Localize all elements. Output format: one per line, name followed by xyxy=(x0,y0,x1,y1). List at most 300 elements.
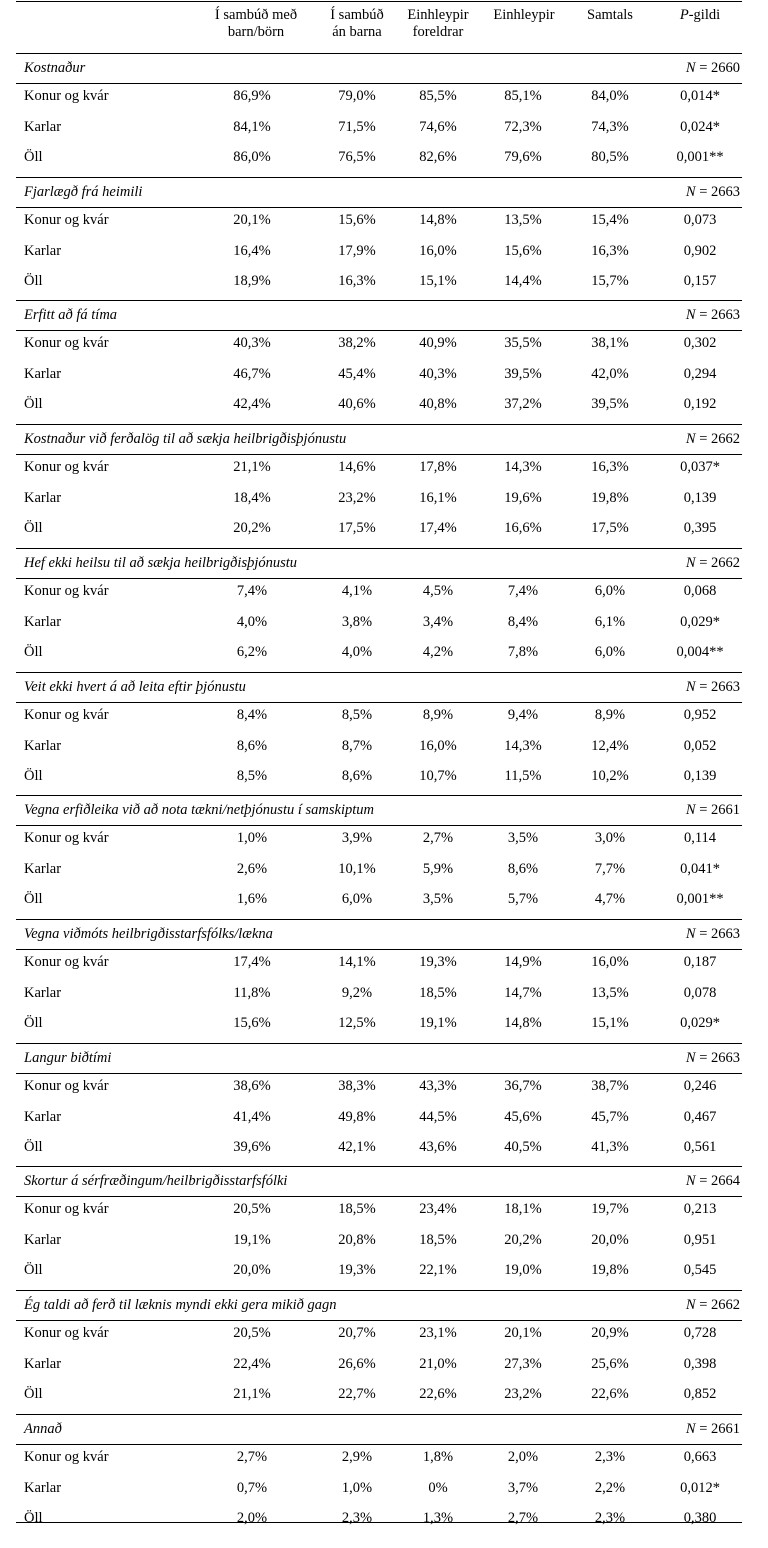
table-cell: 12,4% xyxy=(591,737,629,754)
table-cell: 16,0% xyxy=(591,954,629,970)
table-cell: 0,029* xyxy=(680,613,720,630)
section-n-count xyxy=(686,1291,740,1319)
table-cell: 85,1% xyxy=(504,88,542,104)
table-cell: 1,0% xyxy=(341,1479,373,1496)
row-label: Öll xyxy=(24,644,43,660)
table-cell: 0,078 xyxy=(683,984,717,1001)
table-cell: 16,6% xyxy=(504,520,542,536)
table-cell: 8,6% xyxy=(236,737,268,754)
table-cell: 20,5% xyxy=(233,1201,271,1217)
table-cell: 1,3% xyxy=(422,1510,454,1526)
table-cell: 23,2% xyxy=(338,489,376,506)
table-cell: 14,6% xyxy=(338,459,376,475)
table-cell: 39,5% xyxy=(504,365,542,382)
table-cell: 7,7% xyxy=(594,860,626,877)
table-cell: 14,3% xyxy=(504,737,542,754)
table-cell: 8,4% xyxy=(507,613,539,630)
n-value: = 2663 xyxy=(695,184,740,200)
table-cell: 17,8% xyxy=(419,459,457,475)
table-cell: 0,029* xyxy=(680,1015,720,1031)
table-cell: 0,902 xyxy=(683,242,717,259)
table-cell: 20,0% xyxy=(591,1231,629,1248)
row-label: Konur og kvár xyxy=(24,1325,109,1341)
table-cell: 0,302 xyxy=(683,335,717,351)
table-cell: 40,3% xyxy=(419,365,457,382)
table-cell: 3,7% xyxy=(507,1479,539,1496)
table-cell: 0,294 xyxy=(683,365,717,382)
table-cell: 22,7% xyxy=(338,1386,376,1402)
table-cell: 18,4% xyxy=(233,489,271,506)
table-cell: 8,4% xyxy=(236,707,268,723)
table-cell: 82,6% xyxy=(419,149,457,165)
table-cell: 20,1% xyxy=(233,212,271,228)
n-value: = 2660 xyxy=(695,60,740,76)
header-single: Einhleypir xyxy=(493,7,555,23)
n-value: = 2664 xyxy=(695,1173,740,1189)
n-value: = 2663 xyxy=(695,1050,740,1066)
table-cell: 18,5% xyxy=(419,1231,457,1248)
row-label: Konur og kvár xyxy=(24,1078,109,1094)
table-cell: 21,0% xyxy=(419,1355,457,1372)
section-n-count xyxy=(686,1044,740,1072)
table-cell: 1,8% xyxy=(422,1449,454,1465)
table-cell: 72,3% xyxy=(504,118,542,135)
table-cell: 0,041* xyxy=(680,860,720,877)
header-p-value: P-gildi xyxy=(679,7,721,23)
table-cell: 20,8% xyxy=(338,1231,376,1248)
table-cell: 15,1% xyxy=(591,1015,629,1031)
table-row xyxy=(0,266,768,296)
table-row xyxy=(0,205,768,235)
table-cell: 16,3% xyxy=(591,459,629,475)
table-cell: 3,4% xyxy=(422,613,454,630)
table-cell: 8,7% xyxy=(341,737,373,754)
table-row xyxy=(0,1255,768,1285)
table-cell: 4,7% xyxy=(594,891,626,907)
table-cell: 0,187 xyxy=(683,954,717,970)
table-cell: 0,139 xyxy=(683,489,717,506)
table-row xyxy=(0,823,768,853)
n-value: = 2662 xyxy=(695,555,740,571)
table-cell: 11,8% xyxy=(233,984,271,1001)
table-cell: 14,3% xyxy=(504,459,542,475)
table-cell: 0,037* xyxy=(680,459,720,475)
table-cell: 4,1% xyxy=(341,583,373,599)
n-symbol: N xyxy=(685,1421,696,1437)
table-cell: 10,7% xyxy=(419,768,457,784)
table-row xyxy=(0,1132,768,1162)
table-cell: 40,9% xyxy=(419,335,457,351)
table-row xyxy=(0,1008,768,1038)
table-row xyxy=(0,513,768,543)
table-cell: 8,6% xyxy=(341,768,373,784)
table-cell: 0,663 xyxy=(683,1449,717,1465)
table-cell: 19,7% xyxy=(591,1201,629,1217)
table-cell: 4,0% xyxy=(236,613,268,630)
table-cell: 20,0% xyxy=(233,1262,271,1278)
row-label: Konur og kvár xyxy=(24,459,109,475)
row-label: Karlar xyxy=(24,365,62,382)
section-title: Veit ekki hvert á að leita eftir þjónustu xyxy=(24,679,246,695)
table-cell: 14,9% xyxy=(504,954,542,970)
n-symbol: N xyxy=(685,926,696,942)
row-label: Öll xyxy=(24,149,43,165)
table-cell: 37,2% xyxy=(504,396,542,412)
table-row xyxy=(0,452,768,482)
section-top-rule xyxy=(16,300,742,301)
table-cell: 40,5% xyxy=(504,1139,542,1155)
table-cell: 22,6% xyxy=(591,1386,629,1402)
section-title: Erfitt að fá tíma xyxy=(24,307,118,323)
table-row xyxy=(0,700,768,730)
header-cohabiting-without-children: Í sambúð án barna xyxy=(330,7,384,40)
row-label: Karlar xyxy=(24,118,62,135)
row-label: Karlar xyxy=(24,242,62,259)
header-cohabiting-with-children: Í sambúð með barn/börn xyxy=(214,7,298,40)
table-cell: 23,4% xyxy=(419,1201,457,1217)
table-cell: 9,4% xyxy=(507,707,539,723)
table-top-rule xyxy=(16,1,742,2)
table-cell: 45,6% xyxy=(504,1108,542,1125)
table-cell: 0,545 xyxy=(683,1262,717,1278)
table-cell: 86,0% xyxy=(233,149,271,165)
table-cell: 16,3% xyxy=(591,242,629,259)
table-cell: 6,0% xyxy=(594,644,626,660)
table-cell: 2,0% xyxy=(507,1449,539,1465)
table-cell: 0,014* xyxy=(680,88,720,104)
table-cell: 6,0% xyxy=(341,891,373,907)
row-label: Konur og kvár xyxy=(24,954,109,970)
table-cell: 14,4% xyxy=(504,273,542,289)
table-cell: 15,6% xyxy=(338,212,376,228)
table-cell: 3,9% xyxy=(341,830,373,846)
table-cell: 0,024* xyxy=(680,118,720,135)
n-value: = 2663 xyxy=(695,679,740,695)
table-row xyxy=(0,142,768,172)
row-label: Öll xyxy=(24,273,43,289)
table-row xyxy=(0,1503,768,1533)
table-cell: 19,1% xyxy=(233,1231,271,1248)
table-cell: 4,5% xyxy=(422,583,454,599)
row-label: Karlar xyxy=(24,737,62,754)
table-cell: 2,6% xyxy=(236,860,268,877)
table-cell: 0,467 xyxy=(683,1108,717,1125)
table-cell: 0,561 xyxy=(683,1139,717,1155)
table-row xyxy=(0,978,768,1008)
table-cell: 3,0% xyxy=(594,830,626,846)
table-cell: 9,2% xyxy=(341,984,373,1001)
section-n-count xyxy=(686,425,740,453)
section-n-count xyxy=(686,54,740,82)
table-cell: 14,8% xyxy=(504,1015,542,1031)
table-cell: 38,7% xyxy=(591,1078,629,1094)
table-bottom-rule xyxy=(16,1522,742,1523)
table-cell: 17,5% xyxy=(591,520,629,536)
table-cell: 45,4% xyxy=(338,365,376,382)
table-cell: 2,9% xyxy=(341,1449,373,1465)
table-cell: 0,001** xyxy=(676,149,724,165)
table-cell: 0,380 xyxy=(683,1510,717,1526)
section-n-count xyxy=(686,1415,740,1443)
table-cell: 20,2% xyxy=(233,520,271,536)
table-row xyxy=(0,1349,768,1379)
table-cell: 0,213 xyxy=(683,1201,717,1217)
row-label: Öll xyxy=(24,1015,43,1031)
table-row xyxy=(0,761,768,791)
row-label: Konur og kvár xyxy=(24,212,109,228)
table-row xyxy=(0,112,768,142)
table-cell: 38,6% xyxy=(233,1078,271,1094)
table-cell: 5,7% xyxy=(507,891,539,907)
section-n-count xyxy=(686,673,740,701)
table-cell: 6,2% xyxy=(236,644,268,660)
table-cell: 0,728 xyxy=(683,1325,717,1341)
section-title: Vegna viðmóts heilbrigðisstarfsfólks/lækna xyxy=(24,926,273,942)
table-cell: 21,1% xyxy=(233,1386,271,1402)
table-cell: 76,5% xyxy=(338,149,376,165)
table-cell: 19,1% xyxy=(419,1015,457,1031)
section-n-count xyxy=(686,178,740,206)
n-symbol: N xyxy=(685,60,696,76)
row-label: Karlar xyxy=(24,984,62,1001)
n-symbol: N xyxy=(685,307,696,323)
table-cell: 18,5% xyxy=(338,1201,376,1217)
table-cell: 0,068 xyxy=(683,583,717,599)
table-cell: 6,1% xyxy=(594,613,626,630)
table-cell: 41,3% xyxy=(591,1139,629,1155)
n-value: = 2662 xyxy=(695,431,740,447)
n-value: = 2661 xyxy=(695,1421,740,1437)
section-n-count xyxy=(686,920,740,948)
table-cell: 38,1% xyxy=(591,335,629,351)
table-cell: 45,7% xyxy=(591,1108,629,1125)
table-cell: 44,5% xyxy=(419,1108,457,1125)
table-cell: 0,952 xyxy=(683,707,717,723)
section-n-count xyxy=(686,301,740,329)
n-value: = 2663 xyxy=(695,307,740,323)
table-cell: 19,0% xyxy=(504,1262,542,1278)
section-top-rule xyxy=(16,53,742,54)
table-row xyxy=(0,1442,768,1472)
row-label: Karlar xyxy=(24,1231,62,1248)
table-cell: 20,9% xyxy=(591,1325,629,1341)
table-cell: 43,6% xyxy=(419,1139,457,1155)
table-row xyxy=(0,1379,768,1409)
table-row xyxy=(0,1225,768,1255)
table-cell: 0,951 xyxy=(683,1231,717,1248)
table-cell: 19,6% xyxy=(504,489,542,506)
table-cell: 14,7% xyxy=(504,984,542,1001)
table-row xyxy=(0,576,768,606)
row-label: Konur og kvár xyxy=(24,335,109,351)
table-cell: 4,2% xyxy=(422,644,454,660)
table-cell: 42,1% xyxy=(338,1139,376,1155)
table-cell: 0,7% xyxy=(236,1479,268,1496)
row-label: Öll xyxy=(24,891,43,907)
table-row xyxy=(0,81,768,111)
table-cell: 16,4% xyxy=(233,242,271,259)
n-symbol: N xyxy=(685,1297,696,1313)
table-cell: 17,5% xyxy=(338,520,376,536)
table-cell: 1,0% xyxy=(236,830,268,846)
table-cell: 23,2% xyxy=(504,1386,542,1402)
table-cell: 0,398 xyxy=(683,1355,717,1372)
table-cell: 20,2% xyxy=(504,1231,542,1248)
row-label: Karlar xyxy=(24,1108,62,1125)
table-row xyxy=(0,854,768,884)
table-cell: 22,4% xyxy=(233,1355,271,1372)
table-row xyxy=(0,236,768,266)
table-cell: 0,114 xyxy=(683,830,717,846)
table-cell: 22,6% xyxy=(419,1386,457,1402)
table-cell: 21,1% xyxy=(233,459,271,475)
table-cell: 7,8% xyxy=(507,644,539,660)
table-cell: 39,6% xyxy=(233,1139,271,1155)
table-cell: 80,5% xyxy=(591,149,629,165)
table-row xyxy=(0,1318,768,1348)
table-cell: 8,5% xyxy=(341,707,373,723)
table-cell: 17,9% xyxy=(338,242,376,259)
table-cell: 18,5% xyxy=(419,984,457,1001)
table-cell: 2,3% xyxy=(341,1510,373,1526)
table-cell: 0,246 xyxy=(683,1078,717,1094)
table-cell: 15,1% xyxy=(419,273,457,289)
table-cell: 0,001** xyxy=(676,891,724,907)
table-cell: 15,6% xyxy=(504,242,542,259)
row-label: Karlar xyxy=(24,613,62,630)
row-label: Karlar xyxy=(24,489,62,506)
table-cell: 36,7% xyxy=(504,1078,542,1094)
row-label: Karlar xyxy=(24,860,62,877)
table-cell: 0,157 xyxy=(683,273,717,289)
table-row xyxy=(0,884,768,914)
row-label: Öll xyxy=(24,396,43,412)
table-cell: 46,7% xyxy=(233,365,271,382)
table-cell: 85,5% xyxy=(419,88,457,104)
table-cell: 0,073 xyxy=(683,212,717,228)
table-cell: 79,0% xyxy=(338,88,376,104)
table-cell: 2,7% xyxy=(422,830,454,846)
table-cell: 0% xyxy=(428,1479,448,1496)
table-cell: 23,1% xyxy=(419,1325,457,1341)
table-row xyxy=(0,1102,768,1132)
table-cell: 14,1% xyxy=(338,954,376,970)
row-label: Öll xyxy=(24,1262,43,1278)
table-cell: 27,3% xyxy=(504,1355,542,1372)
table-cell: 15,4% xyxy=(591,212,629,228)
table-cell: 16,0% xyxy=(419,737,457,754)
section-title: Vegna erfiðleika við að nota tækni/netþjónustu í samskiptum xyxy=(24,802,374,818)
table-cell: 8,6% xyxy=(507,860,539,877)
table-cell: 2,7% xyxy=(236,1449,268,1465)
table-cell: 41,4% xyxy=(233,1108,271,1125)
table-cell: 26,6% xyxy=(338,1355,376,1372)
row-label: Konur og kvár xyxy=(24,1449,109,1465)
table-cell: 17,4% xyxy=(419,520,457,536)
table-row xyxy=(0,1473,768,1503)
section-title: Annað xyxy=(24,1421,62,1437)
table-cell: 8,9% xyxy=(422,707,454,723)
table-cell: 20,7% xyxy=(338,1325,376,1341)
section-title: Kostnaður xyxy=(24,60,86,76)
row-label: Öll xyxy=(24,768,43,784)
table-cell: 18,9% xyxy=(233,273,271,289)
n-value: = 2663 xyxy=(695,926,740,942)
table-cell: 18,1% xyxy=(504,1201,542,1217)
table-cell: 38,3% xyxy=(338,1078,376,1094)
table-cell: 19,3% xyxy=(419,954,457,970)
table-cell: 2,2% xyxy=(594,1479,626,1496)
table-cell: 2,0% xyxy=(236,1510,268,1526)
n-symbol: N xyxy=(685,184,696,200)
table-row xyxy=(0,1071,768,1101)
table-cell: 0,852 xyxy=(683,1386,717,1402)
table-cell: 20,5% xyxy=(233,1325,271,1341)
table-row xyxy=(0,607,768,637)
table-cell: 3,5% xyxy=(507,830,539,846)
table-cell: 17,4% xyxy=(233,954,271,970)
table-cell: 0,139 xyxy=(683,768,717,784)
table-cell: 8,5% xyxy=(236,768,268,784)
table-cell: 16,1% xyxy=(419,489,457,506)
table-cell: 10,2% xyxy=(591,768,629,784)
n-symbol: N xyxy=(685,431,696,447)
table-cell: 0,052 xyxy=(683,737,717,754)
table-cell: 86,9% xyxy=(233,88,271,104)
table-cell: 4,0% xyxy=(341,644,373,660)
table-row xyxy=(0,389,768,419)
section-title: Langur biðtími xyxy=(24,1050,112,1066)
table-cell: 5,9% xyxy=(422,860,454,877)
table-cell: 16,3% xyxy=(338,273,376,289)
table-row xyxy=(0,731,768,761)
n-value: = 2661 xyxy=(695,802,740,818)
table-cell: 2,7% xyxy=(507,1510,539,1526)
row-label: Öll xyxy=(24,1510,43,1526)
row-label: Konur og kvár xyxy=(24,830,109,846)
table-row xyxy=(0,947,768,977)
section-n-count xyxy=(686,549,740,577)
table-row xyxy=(0,637,768,667)
table-cell: 11,5% xyxy=(504,768,542,784)
row-label: Konur og kvár xyxy=(24,88,109,104)
table-cell: 0,012* xyxy=(680,1479,720,1496)
table-cell: 2,3% xyxy=(594,1449,626,1465)
table-cell: 16,0% xyxy=(419,242,457,259)
row-label: Konur og kvár xyxy=(24,1201,109,1217)
section-top-rule xyxy=(16,1414,742,1415)
table-cell: 8,9% xyxy=(594,707,626,723)
table-cell: 22,1% xyxy=(419,1262,457,1278)
table-cell: 84,1% xyxy=(233,118,271,135)
section-title: Fjarlægð frá heimili xyxy=(24,184,143,200)
table-cell: 19,8% xyxy=(591,489,629,506)
table-cell: 19,8% xyxy=(591,1262,629,1278)
table-cell: 19,3% xyxy=(338,1262,376,1278)
n-symbol: N xyxy=(685,555,696,571)
table-row xyxy=(0,483,768,513)
n-symbol: N xyxy=(685,1050,696,1066)
table-cell: 0,004** xyxy=(676,644,724,660)
section-title: Kostnaður við ferðalög til að sækja heilbrigðisþjónustu xyxy=(24,431,347,447)
table-cell: 42,0% xyxy=(591,365,629,382)
n-symbol: N xyxy=(685,802,696,818)
table-cell: 39,5% xyxy=(591,396,629,412)
table-cell: 49,8% xyxy=(338,1108,376,1125)
table-cell: 3,5% xyxy=(422,891,454,907)
table-cell: 40,3% xyxy=(233,335,271,351)
row-label: Öll xyxy=(24,520,43,536)
